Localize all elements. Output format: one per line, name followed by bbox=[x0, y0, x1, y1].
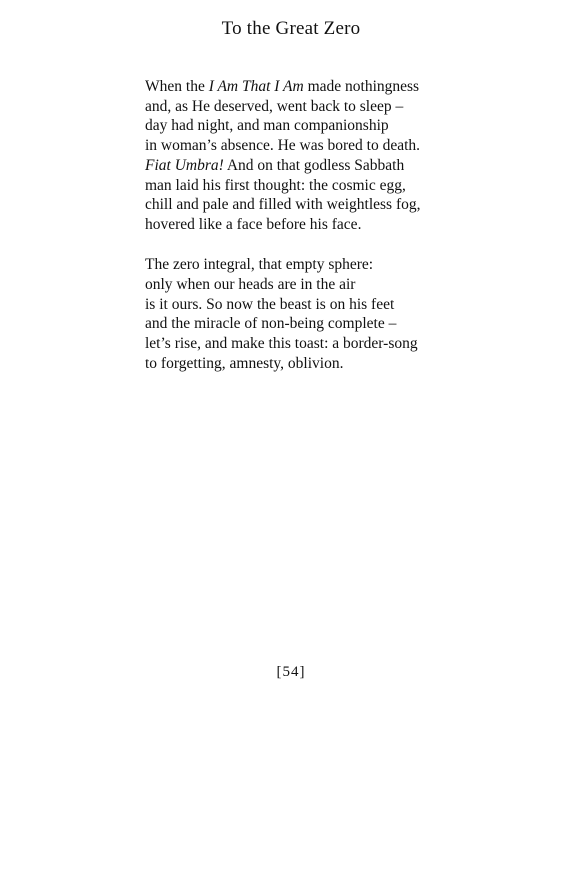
poem-line: is it ours. So now the beast is on his feet bbox=[145, 295, 395, 313]
poem-line: chill and pale and filled with weightless fog, bbox=[145, 196, 421, 214]
poem-line: and, as He deserved, went back to sleep – bbox=[145, 97, 404, 115]
poem-line: to forgetting, amnesty, oblivion. bbox=[145, 354, 344, 372]
poem-line: The zero integral, that empty sphere: bbox=[145, 256, 374, 274]
poem-title: To the Great Zero bbox=[221, 18, 361, 39]
poem-line: Fiat Umbra! And on that godless Sabbath bbox=[145, 156, 405, 174]
italic-phrase: I Am That I Am bbox=[208, 78, 304, 95]
poem-line: and the miracle of non-being complete – bbox=[145, 315, 397, 333]
poem-line: only when our heads are in the air bbox=[145, 275, 356, 293]
page-number: [54] bbox=[276, 664, 306, 680]
poem-body bbox=[145, 77, 475, 394]
poem-line: hovered like a face before his face. bbox=[145, 215, 362, 233]
poem-line: in woman’s absence. He was bored to death. bbox=[145, 137, 421, 155]
stanza-1 bbox=[145, 77, 475, 235]
italic-phrase: Fiat Umbra! bbox=[145, 156, 224, 174]
poem-line: When the I Am That I Am made nothingness bbox=[145, 78, 420, 95]
poem-line: man laid his first thought: the cosmic egg, bbox=[145, 176, 406, 194]
poem-line: day had night, and man companionship bbox=[145, 117, 389, 135]
poem-line: let’s rise, and make this toast: a border-song bbox=[145, 334, 418, 352]
stanza-2 bbox=[145, 255, 475, 373]
